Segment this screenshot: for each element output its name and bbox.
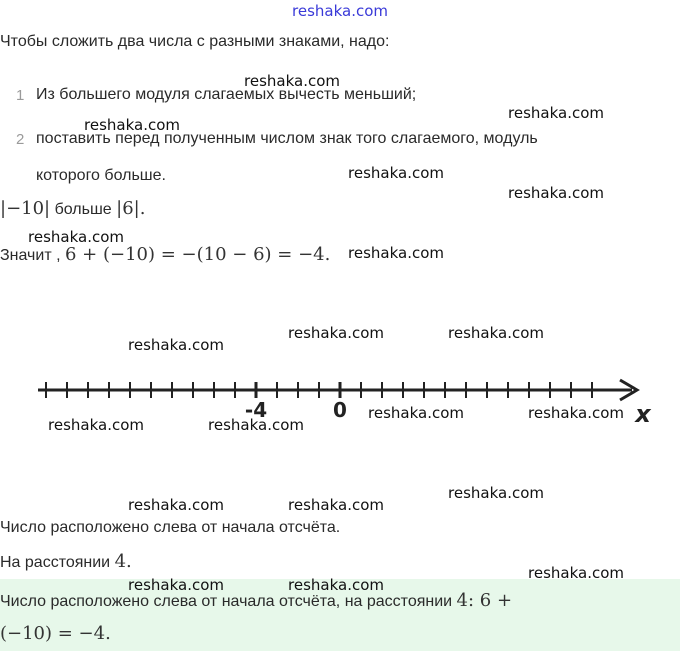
watermark: reshaka.com <box>508 104 604 122</box>
watermark: reshaka.com <box>48 416 144 434</box>
watermark: reshaka.com <box>348 164 444 182</box>
answer-math-2: (−10) = −4. <box>0 623 111 644</box>
watermark: reshaka.com <box>288 324 384 342</box>
distance-line <box>0 551 132 572</box>
step-1-number: 1 <box>16 87 25 104</box>
watermark: reshaka.com <box>84 116 180 134</box>
watermark: reshaka.com <box>528 564 624 582</box>
watermark: reshaka.com <box>244 72 340 90</box>
conclusion-formula: 6 + (−10) = −(10 − 6) = −4. <box>65 244 331 265</box>
origin-label: 0 <box>333 398 347 422</box>
watermark: reshaka.com <box>448 324 544 342</box>
comparison-line <box>0 198 145 219</box>
answer-math-1: 4: 6 + <box>456 590 513 611</box>
watermark: reshaka.com <box>508 184 604 202</box>
watermark: reshaka.com <box>288 576 384 594</box>
intro-text: Чтобы сложить два числа с разными знаками, надо: <box>0 33 390 50</box>
watermark: reshaka.com <box>128 576 224 594</box>
step-2-text-line2: которого больше. <box>36 167 166 184</box>
watermark: reshaka.com <box>528 404 624 422</box>
watermark: reshaka.com <box>288 496 384 514</box>
watermark: reshaka.com <box>448 484 544 502</box>
conclusion-line <box>0 244 330 265</box>
conclusion-prefix: Значит , <box>0 247 61 264</box>
comparison-word: больше <box>54 201 112 218</box>
distance-prefix: На расстоянии <box>0 554 111 571</box>
answer-line-1 <box>0 590 512 611</box>
axis-label: x <box>635 400 651 428</box>
answer-text: Число расположено слева от начала отсчёта, на расстоянии <box>0 593 453 610</box>
step-2-text-line1: поставить перед полученным числом знак того слагаемого, модуль <box>36 130 538 147</box>
answer-line-2 <box>0 623 111 644</box>
step-1-text: Из большего модуля слагаемых вычесть меньший; <box>36 86 417 103</box>
watermark: reshaka.com <box>28 228 124 246</box>
comparison-lhs: |−10| <box>0 198 51 219</box>
point-label: -4 <box>244 398 268 422</box>
distance-value: 4. <box>114 551 132 572</box>
watermark: reshaka.com <box>208 416 304 434</box>
step-2-number: 2 <box>16 131 25 148</box>
watermark: reshaka.com <box>368 404 464 422</box>
left-of-origin-text: Число расположено слева от начала отсчёта. <box>0 519 341 536</box>
header-watermark: reshaka.com <box>292 2 388 20</box>
comparison-rhs: |6|. <box>116 198 146 219</box>
watermark: reshaka.com <box>128 496 224 514</box>
watermark: reshaka.com <box>348 244 444 262</box>
watermark: reshaka.com <box>128 336 224 354</box>
